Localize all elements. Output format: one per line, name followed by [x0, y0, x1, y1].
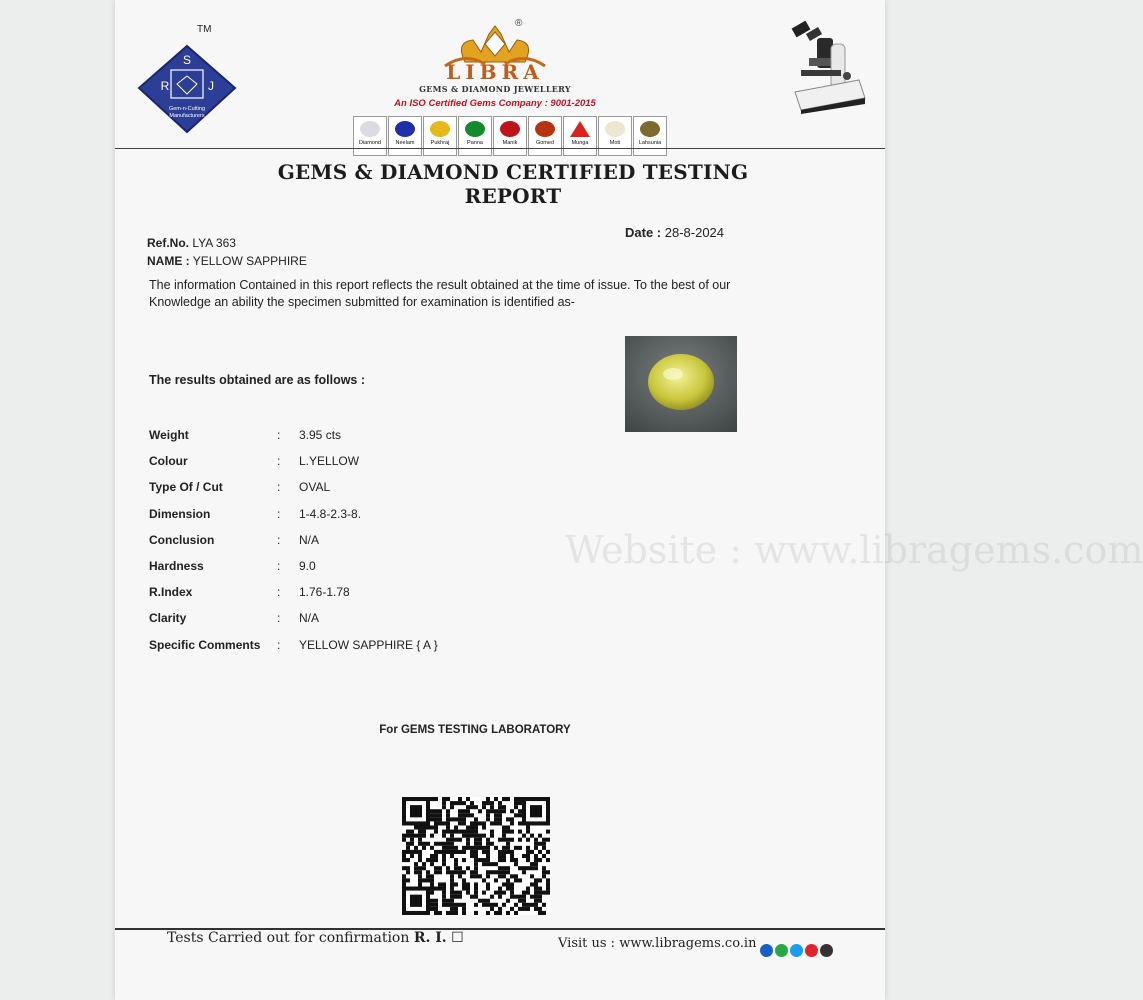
header-divider: [115, 148, 885, 149]
gem-label: Lahsunia: [638, 140, 662, 146]
property-key: Type Of / Cut: [149, 480, 223, 495]
intro-paragraph: The information Contained in this report reflects the result obtained at the time of issue. To the best of our Knowledge an ability the specimen submitted for examination is identified as-: [149, 278, 731, 309]
tests-note-bold: R. I.: [413, 930, 447, 946]
property-separator: :: [277, 611, 281, 626]
footer-tests-note: [167, 930, 464, 946]
gem-label: Neelam: [395, 140, 415, 146]
gem-stone-icon: [605, 121, 625, 137]
property-row: [149, 632, 599, 658]
property-row: [149, 422, 599, 448]
gem-lahsunia: [633, 116, 667, 156]
gem-stone-icon: [360, 121, 380, 137]
gem-stone-icon: [535, 121, 555, 137]
property-row: [149, 474, 599, 500]
gem-stone-icon: [430, 121, 450, 137]
property-separator: :: [277, 559, 281, 574]
gem-munga: [563, 116, 597, 156]
property-row: [149, 579, 599, 605]
property-separator: :: [277, 585, 281, 600]
gem-stone-icon: [640, 121, 660, 137]
property-separator: :: [277, 454, 281, 469]
gem-stone-icon: [500, 121, 520, 137]
property-row: [149, 527, 599, 553]
brand-subtitle: GEMS & DIAMOND JEWELLERY: [419, 84, 571, 94]
date-label: Date :: [625, 225, 662, 240]
property-key: Specific Comments: [149, 637, 261, 652]
property-key: Colour: [149, 454, 188, 469]
iso-certification: An ISO Certified Gems Company : 9001-2015: [394, 98, 596, 109]
whatsapp-icon[interactable]: [775, 944, 788, 957]
ref-label: Ref.No.: [147, 236, 189, 250]
qr-code: [402, 797, 550, 915]
property-row: [149, 448, 599, 474]
reference-number: [147, 236, 236, 250]
property-separator: :: [277, 637, 281, 652]
gem-label: Moti: [609, 140, 621, 146]
property-value: L.YELLOW: [299, 454, 360, 469]
property-value: 1.76-1.78: [299, 585, 350, 600]
brand-name: LIBRA: [446, 60, 544, 84]
property-value: 1-4.8-2.3-8.: [299, 506, 362, 521]
trademark-mark: TM: [197, 24, 212, 35]
tests-note-text: Tests Carried out for confirmation: [167, 930, 410, 946]
property-row: [149, 501, 599, 527]
website-watermark: Website : www.libragems.com: [565, 528, 1143, 572]
svg-text:J: J: [208, 79, 214, 93]
gem-label: Manik: [502, 140, 518, 146]
property-key: Dimension: [149, 506, 211, 521]
gem-neelam: [388, 116, 422, 156]
property-separator: :: [277, 480, 281, 495]
stone-name: [147, 254, 307, 268]
property-separator: :: [277, 532, 281, 547]
date-value: 28-8-2024: [664, 225, 725, 240]
property-row: [149, 553, 599, 579]
property-row: [149, 605, 599, 631]
gem-diamond: [353, 116, 387, 156]
name-label: NAME :: [147, 254, 190, 268]
property-key: R.Index: [149, 585, 193, 600]
property-value: N/A: [299, 532, 320, 547]
lab-signature-label: For GEMS TESTING LABORATORY: [379, 724, 571, 736]
gem-label: Munga: [571, 140, 589, 146]
certificate-page: [115, 0, 1143, 1000]
property-key: Hardness: [149, 559, 204, 574]
property-separator: :: [277, 428, 281, 443]
youtube-icon[interactable]: [805, 944, 818, 957]
gem-stone-icon: [465, 121, 485, 137]
gemstone-photo: [625, 336, 737, 432]
facebook-icon[interactable]: [760, 944, 773, 957]
name-value: YELLOW SAPPHIRE: [192, 254, 307, 268]
properties-table: [149, 422, 599, 658]
instagram-icon[interactable]: [820, 944, 833, 957]
results-heading: The results obtained are as follows :: [149, 373, 366, 387]
tests-checkbox: ☐: [451, 930, 464, 946]
svg-text:Gem-n-Cutting: Gem-n-Cutting: [168, 106, 206, 112]
ref-value: LYA 363: [192, 236, 236, 250]
gem-manik: [493, 116, 527, 156]
property-key: Conclusion: [149, 532, 215, 547]
report-date: [625, 225, 724, 240]
gem-label: Gomed: [535, 140, 555, 146]
property-key: Clarity: [149, 611, 187, 626]
twitter-icon[interactable]: [790, 944, 803, 957]
svg-text:S: S: [182, 53, 192, 67]
footer-website: Visit us : www.libragems.co.in: [558, 936, 757, 951]
gem-pukhraj: [423, 116, 457, 156]
report-title: GEMS & DIAMOND CERTIFIED TESTING REPORT: [277, 160, 749, 208]
svg-text:Manufacturers: Manufacturers: [169, 113, 205, 119]
property-value: 3.95 cts: [299, 428, 342, 443]
svg-text:R: R: [160, 79, 170, 93]
gem-label: Pukhraj: [430, 140, 450, 146]
gem-gomed: [528, 116, 562, 156]
property-value: OVAL: [299, 480, 331, 495]
gem-label: Diamond: [358, 140, 381, 146]
property-value: N/A: [299, 611, 320, 626]
gem-label: Panna: [467, 140, 483, 146]
srj-logo: [135, 40, 245, 140]
gem-panna: [458, 116, 492, 156]
property-key: Weight: [149, 428, 189, 443]
gem-strip: [353, 116, 667, 156]
microscope-icon: [787, 14, 869, 114]
gem-moti: [598, 116, 632, 156]
social-icons: [760, 944, 833, 957]
property-value: YELLOW SAPPHIRE { A }: [299, 637, 438, 652]
registered-mark: ®: [515, 18, 523, 29]
gem-stone-icon: [570, 121, 590, 137]
gem-stone-icon: [395, 121, 415, 137]
property-separator: :: [277, 506, 281, 521]
property-value: 9.0: [299, 559, 316, 574]
